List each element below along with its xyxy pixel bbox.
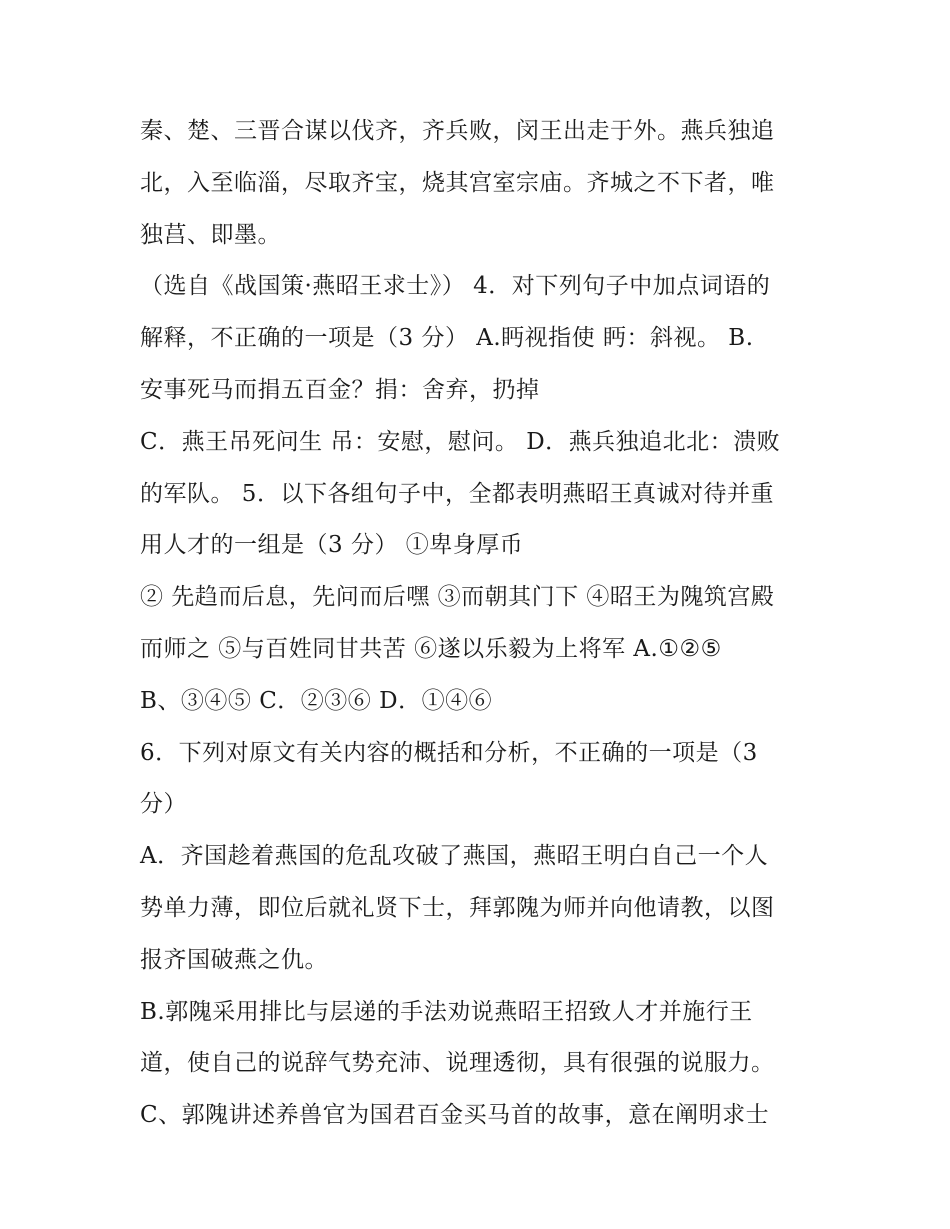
document-body	[140, 106, 820, 1142]
text-line: 安事死马而捐五百金？捐：舍弃，扔掉	[140, 376, 540, 403]
text-line: 北，入至临淄，尽取齐宝，烧其宫室宗庙。齐城之不下者，唯	[140, 169, 775, 196]
text-line: C、郭隗讲述养兽官为国君百金买马首的故事，意在阐明求士	[140, 1102, 770, 1129]
text-line: ② 先趋而后息，先问而后嘿 ③而朝其门下 ④昭王为隗筑宫殿	[140, 584, 775, 611]
text-line: 道，使自己的说辞气势充沛、说理透彻，具有很强的说服力。	[140, 1050, 775, 1077]
text-line: 分）	[140, 791, 187, 818]
text-line: 独莒、即墨。	[140, 221, 281, 248]
text-line: 的军队。 5．以下各组句子中，全都表明燕昭王真诚对待并重	[140, 480, 774, 507]
text-line: 6．下列对原文有关内容的概括和分析，不正确的一项是（3	[140, 739, 758, 766]
text-line: （选自《战国策·燕昭王求士》） 4．对下列句子中加点词语的	[140, 273, 771, 300]
text-line: 报齐国破燕之仇。	[140, 946, 328, 973]
text-line: A．齐国趁着燕国的危乱攻破了燕国，燕昭王明白自己一个人	[140, 843, 769, 870]
text-line: C．燕王吊死问生 吊：安慰，慰问。 D．燕兵独追北北：溃败	[140, 428, 781, 455]
text-line: B、③④⑤ C．②③⑥ D．①④⑥	[140, 687, 493, 714]
text-line: 解释，不正确的一项是（3 分） A.眄视指使 眄：斜视。 B.	[140, 325, 754, 352]
text-line: B.郭隗采用排比与层递的手法劝说燕昭王招致人才并施行王	[140, 998, 753, 1025]
text-line: 用人才的一组是（3 分） ①卑身厚币	[140, 532, 524, 559]
text-line: 秦、楚、三晋合谋以伐齐，齐兵败，闵王出走于外。燕兵独追	[140, 118, 775, 144]
text-line: 而师之 ⑤与百姓同甘共苦 ⑥遂以乐毅为上将军 A.①②⑤	[140, 635, 722, 662]
text-line: 势单力薄，即位后就礼贤下士，拜郭隗为师并向他请教，以图	[140, 894, 775, 921]
